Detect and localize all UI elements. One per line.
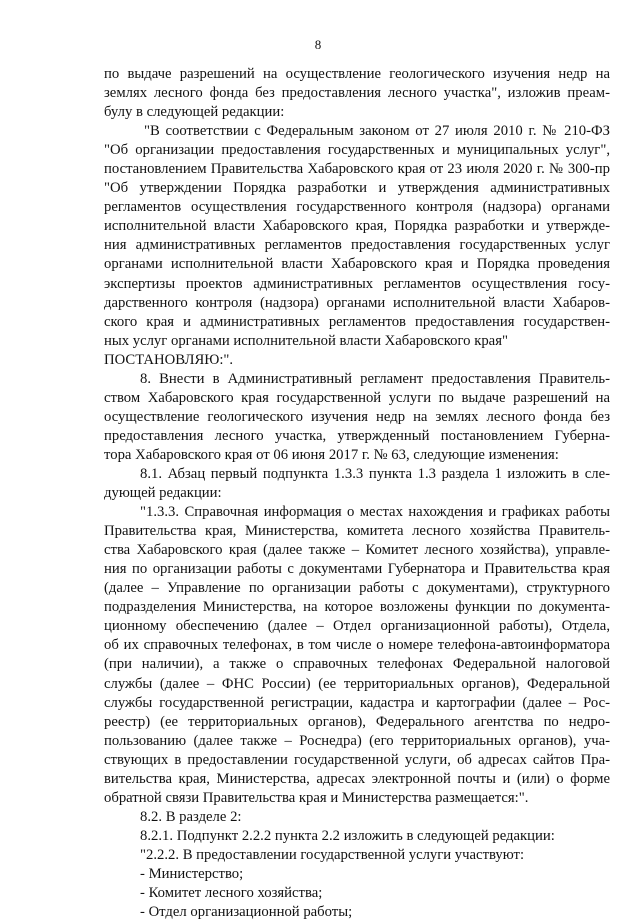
text-line: дующей редакции: xyxy=(104,485,222,502)
text-line: пользованию (далее также – Роснедра) (его территориальных органов), уча- xyxy=(104,732,610,749)
text-line: "1.3.3. Справочная информация о местах нахождения и графиках работы xyxy=(140,504,610,521)
text-line: осуществление геологического изучения недр на землях лесного фонда без xyxy=(104,408,610,425)
text-line: 8.2. В разделе 2: xyxy=(140,808,242,825)
text-line: ствующих в предоставлении государственной услуги, об адресах сайтов Пра- xyxy=(104,751,610,768)
text-line: ством Хабаровского края государственной услуги по выдаче разрешений на xyxy=(104,389,610,406)
text-line: (далее – Управление по организации работы с документами), структурного xyxy=(104,580,610,597)
text-line: подразделения Министерства, на которое возложены функции по документа- xyxy=(104,599,610,616)
text-line: - Комитет лесного хозяйства; xyxy=(140,885,323,902)
text-line: "В соответствии с Федеральным законом от 27 июля 2010 г. № 210-ФЗ xyxy=(144,123,610,140)
text-line: Правительства края, Министерства, комитета лесного хозяйства Правитель- xyxy=(104,523,610,540)
text-line: - Отдел организационной работы; xyxy=(140,904,353,921)
text-line: булу в следующей редакции: xyxy=(104,104,285,121)
text-line: вительства края, Министерства, адресах электронной почты и (или) о форме xyxy=(104,770,610,787)
text-line: постановлением Правительства Хабаровского края от 23 июля 2020 г. № 300-пр xyxy=(104,161,610,178)
text-line: - Министерство; xyxy=(140,865,244,882)
text-line: органами исполнительной власти Хабаровского края и Порядка проведения xyxy=(104,256,610,273)
text-line: службы государственной регистрации, кадастра и картографии (далее – Рос- xyxy=(104,694,610,711)
text-line: (при наличии), а также о справочных телефонах Федеральной налоговой xyxy=(104,656,610,673)
text-line: по выдаче разрешений на осуществление геологического изучения недр на xyxy=(104,66,610,82)
text-line: экспертизы проектов административных регламентов осуществления госу- xyxy=(104,275,610,292)
text-line: "Об организации предоставления государственных и муниципальных услуг", xyxy=(104,142,610,159)
document-body xyxy=(104,65,610,922)
text-line: дарственного контроля (надзора) органами исполнительной власти Хабаров- xyxy=(104,294,610,311)
text-line: землях лесного фонда без предоставления лесного участка", изложив преам- xyxy=(104,85,610,102)
text-line: ных услуг органами исполнительной власти Хабаровского края" xyxy=(104,332,508,349)
text-line: службы (далее – ФНС России) (ее территориальных органов), Федеральной xyxy=(104,675,610,692)
text-line: "2.2.2. В предоставлении государственной услуги участвуют: xyxy=(140,846,525,863)
text-line: ния административных регламентов предоставления государственных услуг xyxy=(104,237,610,254)
text-line: ского края и административных регламентов предоставления государствен- xyxy=(104,313,610,330)
page-number: 8 xyxy=(314,37,322,52)
text-line: регламентов осуществления государственного контроля (надзора) органами xyxy=(104,199,610,216)
text-line: реестр) (ее территориальных органов), Федерального агентства по недро- xyxy=(104,713,610,730)
text-line: 8.1. Абзац первый подпункта 1.3.3 пункта 1.3 раздела 1 изложить в сле- xyxy=(140,465,610,482)
text-line: об их справочных телефонах, в том числе о номере телефона-автоинформатора xyxy=(104,637,610,654)
text-line: ния по организации работы с документами Губернатора и Правительства края xyxy=(104,561,610,578)
text-line: ства Хабаровского края (далее также – Комитет лесного хозяйства), управле- xyxy=(104,542,610,559)
text-line: ционному обеспечению (далее – Отдел организационной работы), Отдела, xyxy=(104,618,610,635)
text-line: обратной связи Правительства края и Министерства размещается:". xyxy=(104,789,529,806)
text-line: предоставления лесного участка, утвержденный постановлением Губерна- xyxy=(104,427,610,444)
text-line: исполнительной власти Хабаровского края, Порядка разработки и утвержде- xyxy=(104,218,610,235)
text-line: тора Хабаровского края от 06 июня 2017 г. № 63, следующие изменения: xyxy=(104,446,559,463)
text-line: "Об утверждении Порядка разработки и утверждения административных xyxy=(104,180,610,197)
text-line: 8. Внести в Административный регламент предоставления Правитель- xyxy=(140,370,610,387)
text-line: 8.2.1. Подпункт 2.2.2 пункта 2.2 изложить в следующей редакции: xyxy=(140,827,555,844)
text-line: ПОСТАНОВЛЯЮ:". xyxy=(104,351,234,368)
